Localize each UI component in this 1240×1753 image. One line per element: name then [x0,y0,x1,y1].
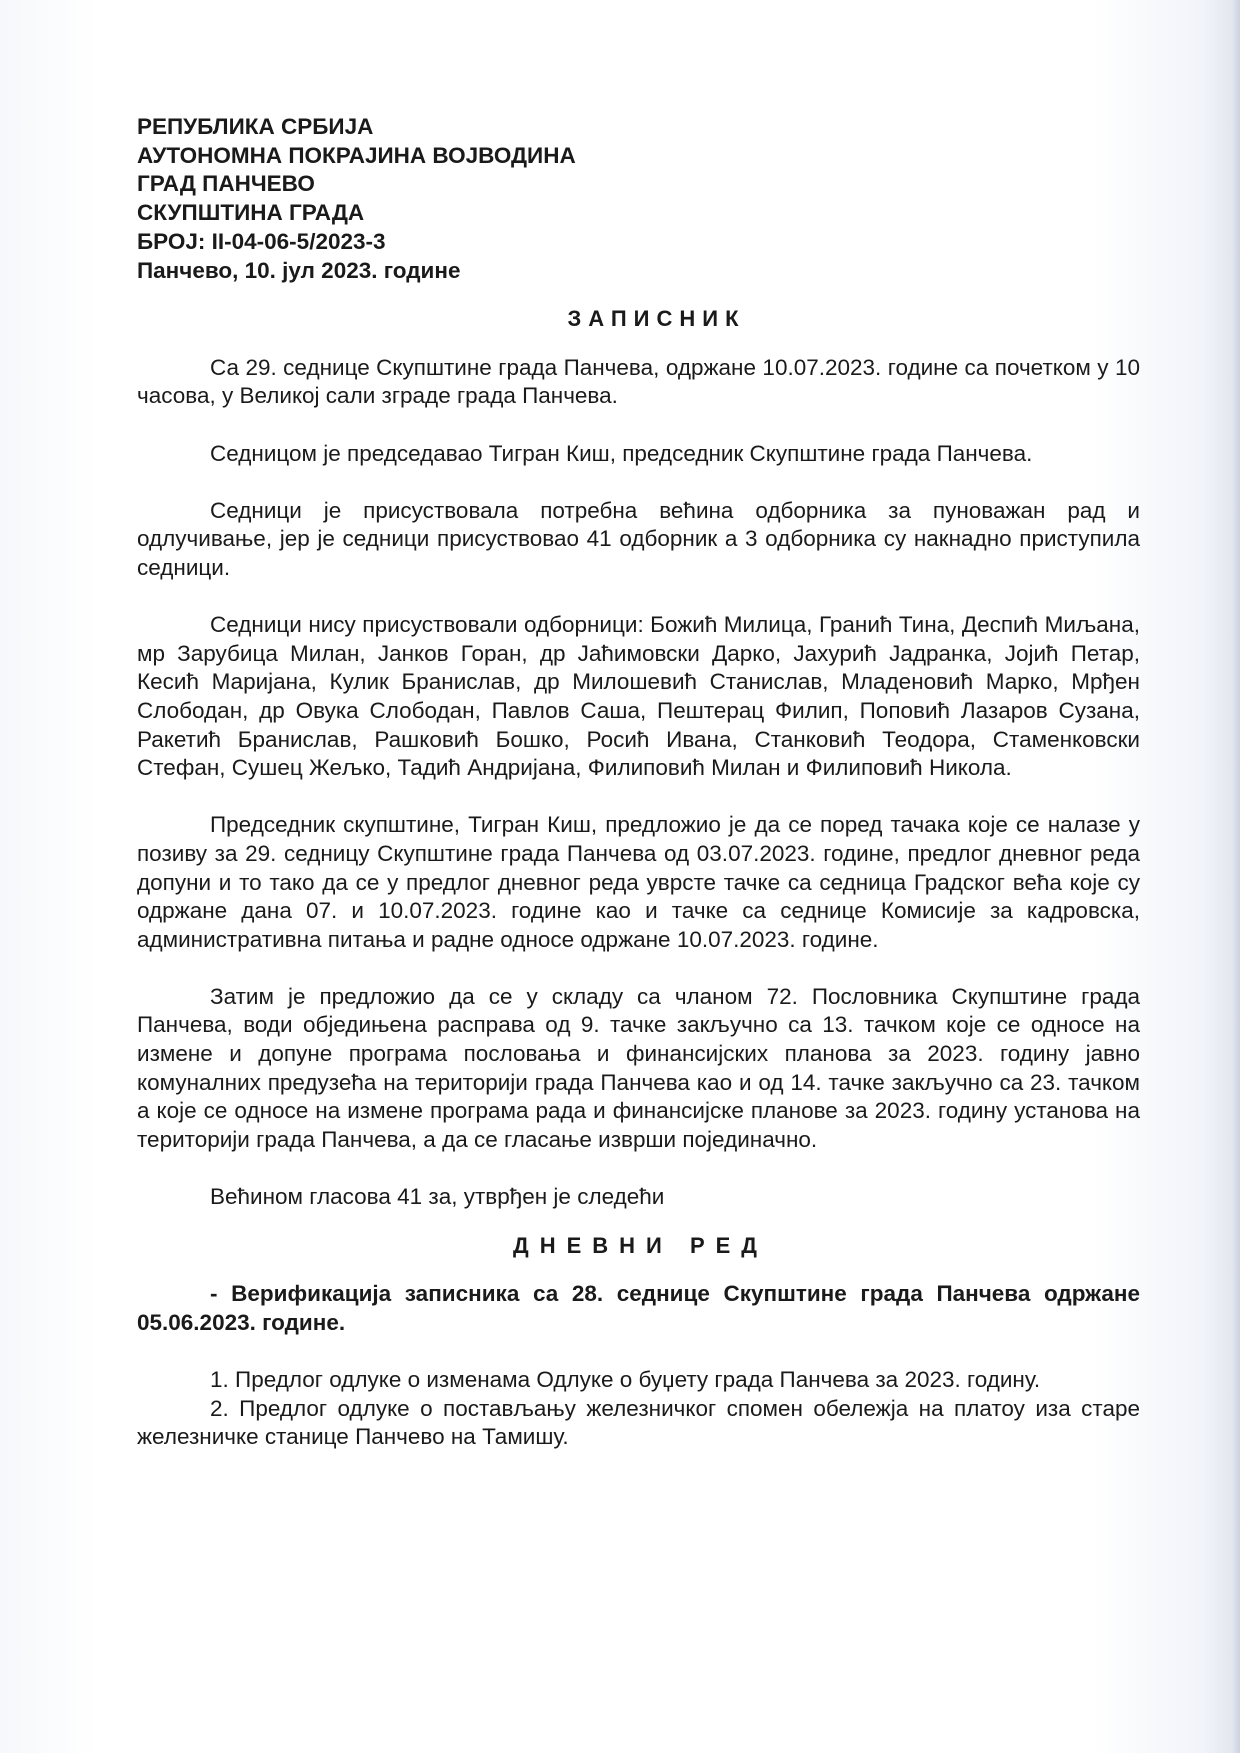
scan-edge-shadow [1232,0,1240,1753]
document-title: ЗАПИСНИК [567,306,746,332]
agenda-item: 2. Предлог одлуке о постављању железничког спомен обележја на платоу иза старе железничке станице Панчево на Тамишу. [137,1395,1140,1450]
paragraph-chairperson: Седницом је председавао Тигран Киш, председник Скупштине града Панчева. [210,440,1033,466]
paragraph-session-intro: Са 29. седнице Скупштине града Панчева, одржане 10.07.2023. године са почетком у 10 часова, у Великој сали зграде града Панчева. [137,354,1140,409]
agenda-list [137,1366,1140,1452]
header-reference-number: БРОЈ: II-04-06-5/2023-3 [137,228,386,254]
header-province: АУТОНОМНА ПОКРАЈИНА ВОЈВОДИНА [137,142,576,168]
agenda-verification-item: - Верификација записника са 28. седнице Скупштине града Панчева одржане 05.06.2023. године. [137,1281,1140,1335]
header-city: ГРАД ПАНЧЕВО [137,171,315,197]
letterhead [137,113,1140,285]
header-country: РЕПУБЛИКА СРБИЈА [137,114,374,139]
paragraph-joint-debate: Затим је предложио да се у складу са чланом 72. Пословника Скупштине града Панчева, води обједињена расправа од 9. тачке закључно са 13. тачком које се односе на измене и допуне програма пословања и финансијских планова за 2023. годину јавно комуналних предузећа на територији града Панчева као и од 14. тачке закључно са 23. тачком а које се односе на измене програма рада и финансијске планове за 2023. годину установа на територији града Панчева, а да се гласање изврши појединачно. [137,983,1140,1152]
paragraph-quorum: Седници је присуствовала потребна већина одборника за пуноважан рад и одлучивање, јер је седници присуствовао 41 одборник а 3 одборника су накнадно приступила седници. [137,497,1140,580]
document-body [137,113,1140,1452]
paragraph-agenda-proposal: Председник скупштине, Тигран Киш, предложио је да се поред тачака које се налазе у позиву за 29. седницу Скупштине града Панчева од 03.07.2023. године, предлог дневног реда допуни и то тако да се у предлог дневног реда уврсте тачке са седница Градског већа које су одржане дана 07. и 10.07.2023. године као и тачке са седнице Комисије за кадровска, административна питања и радне односе одржане 10.07.2023. године. [137,812,1140,952]
paragraph-absent-members: Седници нису присуствовали одборници: Божић Милица, Гранић Тина, Деспић Миљана, мр Зарубица Милан, Јанков Горан, др Јаћимовски Дарко, Јахурић Јадранка, Јојић Петар, Кесић Маријана, Кулик Бранислав, др Милошевић Станислав, Младеновић Марко, Мрђен Слободан, др Овука Слободан, Павлов Саша, Пештерац Филип, Поповић Лазаров Сузана, Ракетић Бранислав, Рашковић Бошко, Росић Ивана, Станковић Теодора, Стаменковски Стефан, Сушец Жељко, Тадић Андријана, Филиповић Милан и Филиповић Никола. [137,612,1140,781]
header-assembly: СКУПШТИНА ГРАДА [137,200,365,226]
agenda-title: ДНЕВНИ РЕД [513,1232,768,1258]
header-place-date: Панчево, 10. јул 2023. године [137,257,461,283]
paragraph-vote-result: Већином гласова 41 за, утврђен је следећи [210,1184,665,1210]
agenda-item: 1. Предлог одлуке о изменама Одлуке о буџету града Панчева за 2023. годину. [210,1367,1041,1392]
